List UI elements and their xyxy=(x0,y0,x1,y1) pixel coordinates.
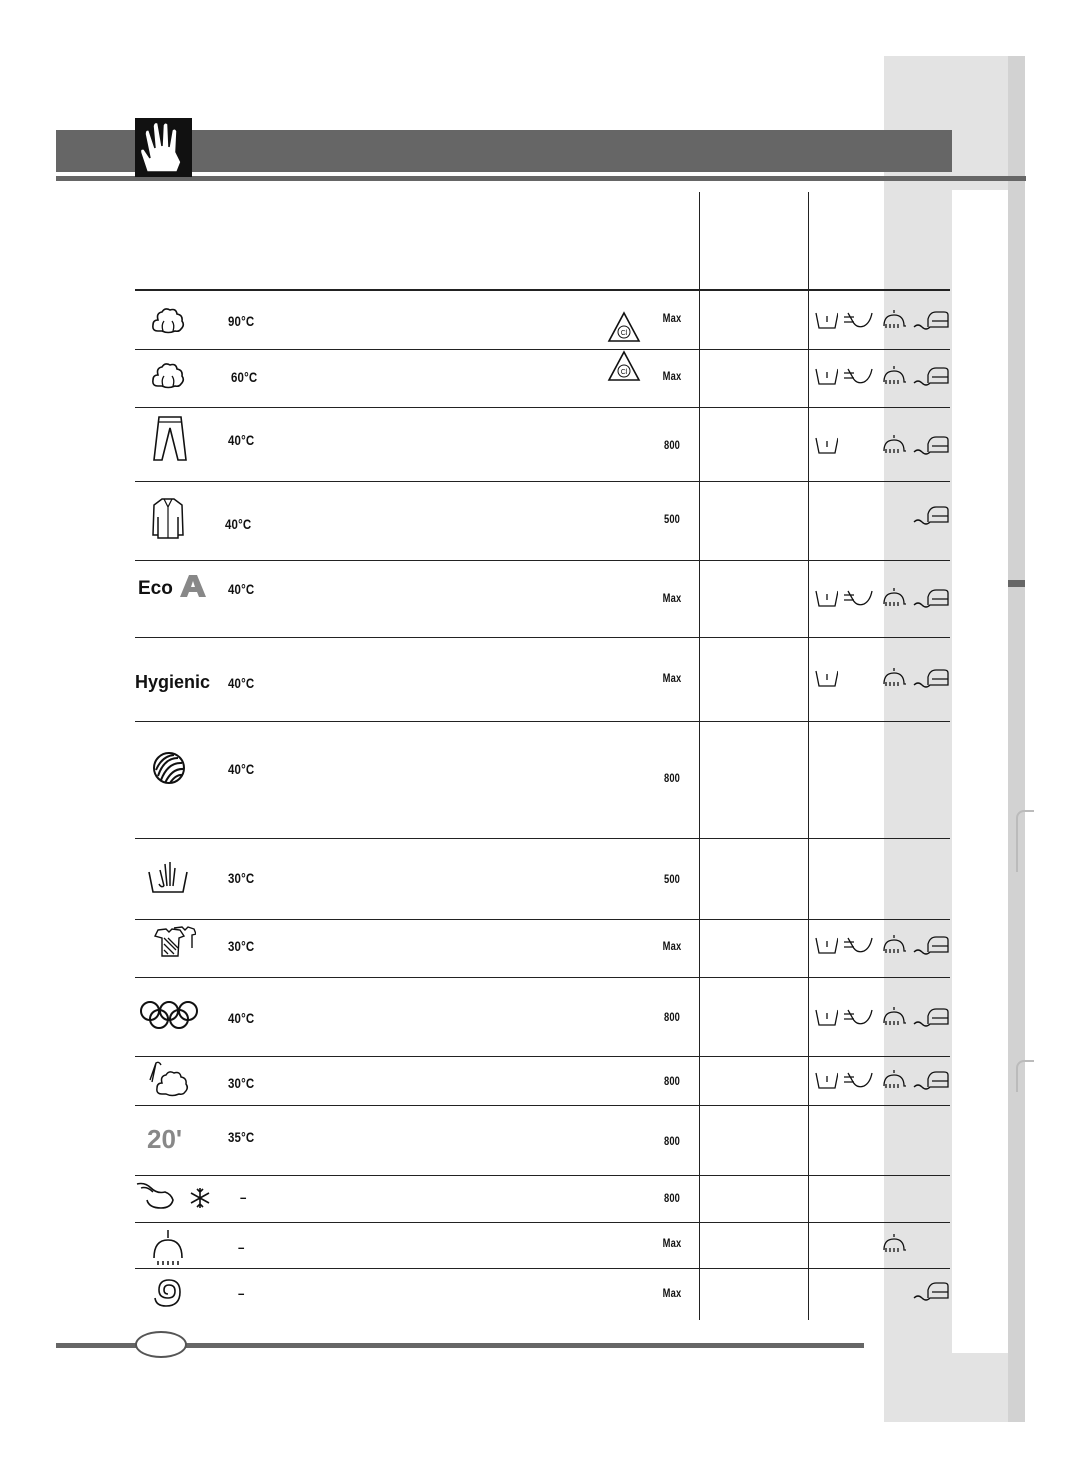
page-number-badge xyxy=(135,1331,187,1358)
edge-mark xyxy=(1016,810,1034,872)
dry-care-icon xyxy=(880,434,908,458)
iron-care-icon xyxy=(912,504,950,528)
care-symbols xyxy=(812,1189,950,1213)
wash-care-icon xyxy=(814,1069,838,1093)
wool-icon xyxy=(150,750,188,786)
care-symbols xyxy=(812,934,950,958)
side-strip xyxy=(1008,56,1025,1422)
iron-care-icon xyxy=(912,434,950,458)
row-divider xyxy=(135,919,950,920)
bleach-icon xyxy=(607,350,641,382)
dry-care-icon xyxy=(880,1006,908,1030)
care-symbols xyxy=(812,504,950,528)
spin-speed: 800 xyxy=(663,1191,681,1205)
dry-care-icon xyxy=(880,934,908,958)
care-symbols xyxy=(812,1069,950,1093)
iron-care-icon xyxy=(912,1006,950,1030)
temperature: 60°C xyxy=(231,369,258,385)
row-divider xyxy=(135,349,950,350)
wash-care-icon xyxy=(814,667,838,691)
jeans-icon xyxy=(150,414,190,464)
row-divider xyxy=(135,1222,950,1223)
eco-label: Eco xyxy=(138,578,173,599)
care-symbols xyxy=(812,365,950,389)
spin-speed: 500 xyxy=(663,512,681,526)
spin-speed: 800 xyxy=(663,1010,681,1024)
wash-care-icon xyxy=(814,587,838,611)
cotton-icon xyxy=(150,305,186,335)
spin-speed: Max xyxy=(662,1236,682,1250)
spin-speed: Max xyxy=(662,591,682,605)
row-divider xyxy=(135,838,950,839)
iron-care-icon xyxy=(912,309,950,333)
row-divider xyxy=(135,1056,950,1057)
spin-care-icon xyxy=(842,365,874,389)
care-symbols xyxy=(812,866,950,890)
edge-mark xyxy=(1016,1060,1034,1092)
spin-care-icon xyxy=(842,587,874,611)
column-divider xyxy=(699,192,700,1320)
temperature: 40°C xyxy=(228,675,255,691)
spin-speed: Max xyxy=(662,369,682,383)
care-symbols xyxy=(812,667,950,691)
row-divider xyxy=(135,481,950,482)
spin-care-icon xyxy=(842,309,874,333)
wash-care-icon xyxy=(814,434,838,458)
mixed-colours-icon xyxy=(150,926,196,960)
wash-care-icon xyxy=(814,1006,838,1030)
spin-care-icon xyxy=(842,934,874,958)
hand-wash-icon xyxy=(146,858,190,896)
spin-speed: Max xyxy=(662,671,682,685)
care-symbols xyxy=(812,764,950,788)
row-divider xyxy=(135,721,950,722)
temperature: – xyxy=(238,1285,245,1301)
side-panel xyxy=(952,190,1008,1353)
wash-care-icon xyxy=(814,365,838,389)
temperature: – xyxy=(238,1239,245,1255)
care-symbols xyxy=(812,434,950,458)
temperature: 40°C xyxy=(225,516,252,532)
spin-speed: Max xyxy=(662,939,682,953)
care-symbols xyxy=(812,1280,950,1304)
spin-care-icon xyxy=(842,1069,874,1093)
cotton-icon xyxy=(150,360,186,390)
rinse-icon xyxy=(135,1180,181,1212)
care-symbols xyxy=(812,309,950,333)
care-symbols xyxy=(812,1006,950,1030)
table-header-rule xyxy=(135,289,950,291)
care-symbols xyxy=(812,1130,950,1154)
row-divider xyxy=(135,407,950,408)
care-symbols xyxy=(812,1233,950,1257)
temperature: – xyxy=(240,1189,247,1205)
spin-speed: Max xyxy=(662,311,682,325)
care-symbols xyxy=(812,587,950,611)
temperature: 90°C xyxy=(228,313,255,329)
spin-speed: 800 xyxy=(663,771,681,785)
temperature: 30°C xyxy=(228,870,255,886)
temperature: 40°C xyxy=(228,581,255,597)
eco-a-icon xyxy=(178,574,208,598)
dry-care-icon xyxy=(880,667,908,691)
iron-care-icon xyxy=(912,667,950,691)
dry-care-icon xyxy=(880,587,908,611)
row-divider xyxy=(135,1268,950,1269)
header-rule xyxy=(56,176,1026,181)
row-divider xyxy=(135,977,950,978)
temperature: 35°C xyxy=(228,1129,255,1145)
spiral-icon xyxy=(152,1276,184,1310)
temperature: 30°C xyxy=(228,938,255,954)
bleach-icon xyxy=(607,311,641,343)
spin-care-icon xyxy=(842,1006,874,1030)
snowflake-icon xyxy=(188,1186,212,1210)
row-divider xyxy=(135,1105,950,1106)
iron-care-icon xyxy=(912,365,950,389)
row-divider xyxy=(135,560,950,561)
dry-care-icon xyxy=(880,1233,908,1257)
iron-care-icon xyxy=(912,1280,950,1304)
dry-care-icon xyxy=(880,309,908,333)
temperature: 40°C xyxy=(228,761,255,777)
temperature: 40°C xyxy=(228,432,255,448)
spin-speed: Max xyxy=(662,1286,682,1300)
sport-rings-icon xyxy=(138,1000,200,1030)
delicate-cotton-icon xyxy=(146,1060,192,1098)
dry-care-icon xyxy=(880,365,908,389)
row-divider xyxy=(135,637,950,638)
dry-care-icon xyxy=(880,1069,908,1093)
column-divider xyxy=(808,192,809,1320)
wash-care-icon xyxy=(814,934,838,958)
iron-care-icon xyxy=(912,587,950,611)
spin-speed: 800 xyxy=(663,438,681,452)
spin-drain-icon xyxy=(150,1228,186,1268)
row-divider xyxy=(135,1175,950,1176)
svg-text:Cl: Cl xyxy=(620,330,628,337)
shirt-icon xyxy=(150,495,186,541)
wash-care-icon xyxy=(814,309,838,333)
temperature: 30°C xyxy=(228,1075,255,1091)
side-marker xyxy=(1008,580,1025,587)
hygienic-label: Hygienic xyxy=(135,672,211,692)
spin-speed: 500 xyxy=(663,872,681,886)
quick-20-icon: 20' xyxy=(147,1124,183,1154)
spin-speed: 800 xyxy=(663,1134,681,1148)
hand-icon xyxy=(135,118,192,177)
spin-speed: 800 xyxy=(663,1074,681,1088)
iron-care-icon xyxy=(912,1069,950,1093)
svg-text:Cl: Cl xyxy=(620,369,628,376)
iron-care-icon xyxy=(912,934,950,958)
temperature: 40°C xyxy=(228,1010,255,1026)
